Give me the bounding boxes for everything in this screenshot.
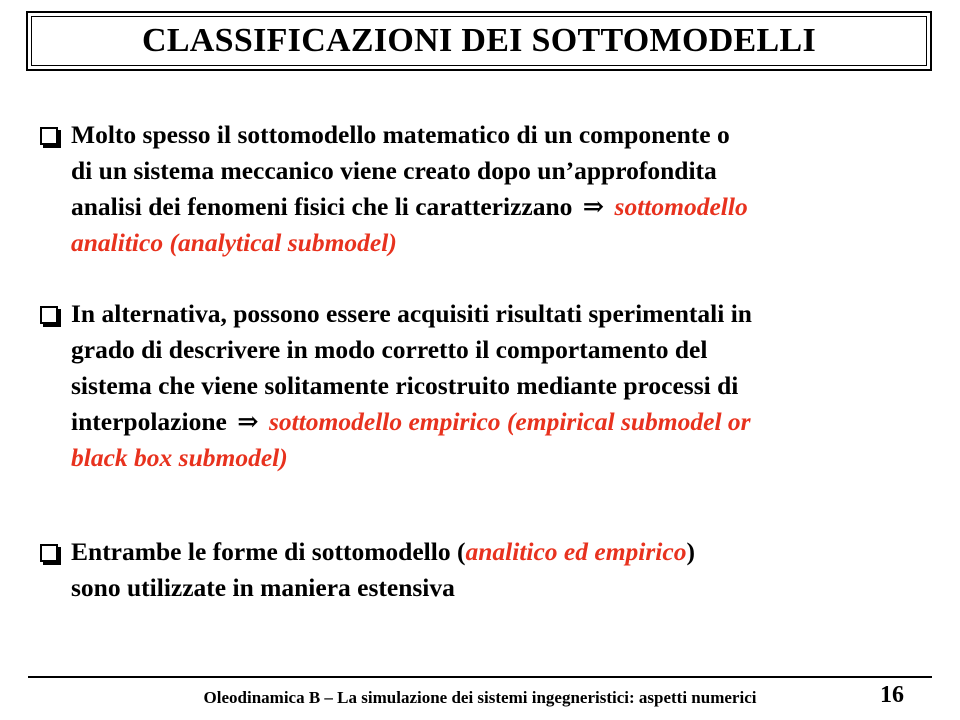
footer-caption: Oleodinamica B – La simulazione dei sistemi ingegneristici: aspetti numerici — [203, 688, 757, 707]
bullet-1-line-2: di un sistema meccanico viene creato dopo un’approfondita — [71, 156, 717, 185]
bullet-3 — [40, 534, 695, 606]
bullet-2-line-1: In alternativa, possono essere acquisiti risultati sperimentali in — [71, 299, 752, 328]
bullet-3-line-2: sono utilizzate in maniera estensiva — [71, 573, 455, 602]
checkbox-bullet-icon — [40, 544, 58, 562]
checkbox-bullet-icon — [40, 306, 58, 324]
title-frame — [26, 11, 932, 71]
bullet-1 — [40, 117, 748, 261]
implies-arrow-icon: ⇒ — [582, 192, 605, 221]
bullet-2-line-2: grado di descrivere in modo corretto il comportamento del — [71, 335, 708, 364]
checkbox-bullet-icon — [40, 127, 58, 145]
bullet-2-line-3: sistema che viene solitamente ricostruito mediante processi di — [71, 371, 739, 400]
page-number: 16 — [880, 682, 904, 708]
bullet-3-line-1: Entrambe le forme di sottomodello (analitico ed empirico) — [71, 537, 695, 566]
highlight-term: analitico ed empirico — [465, 537, 687, 566]
title-inner-frame — [31, 16, 927, 66]
slide-title: CLASSIFICAZIONI DEI SOTTOMODELLI — [141, 22, 817, 59]
bullet-2-line-4: interpolazione ⇒ sottomodello empirico (empirical submodel or — [71, 407, 751, 436]
highlight-term: sottomodello — [614, 192, 748, 221]
bullet-2-line-5: black box submodel) — [71, 443, 288, 472]
bullet-1-line-1: Molto spesso il sottomodello matematico di un componente o — [71, 120, 730, 149]
bullet-1-line-3: analisi dei fenomeni fisici che li caratterizzano ⇒ sottomodello — [71, 192, 748, 221]
implies-arrow-icon: ⇒ — [237, 407, 259, 436]
bullet-1-line-4: analitico (analytical submodel) — [71, 228, 397, 257]
footer-divider — [28, 676, 932, 678]
bullet-2 — [40, 296, 752, 476]
highlight-term: sottomodello empirico (empirical submodel or — [268, 407, 751, 436]
